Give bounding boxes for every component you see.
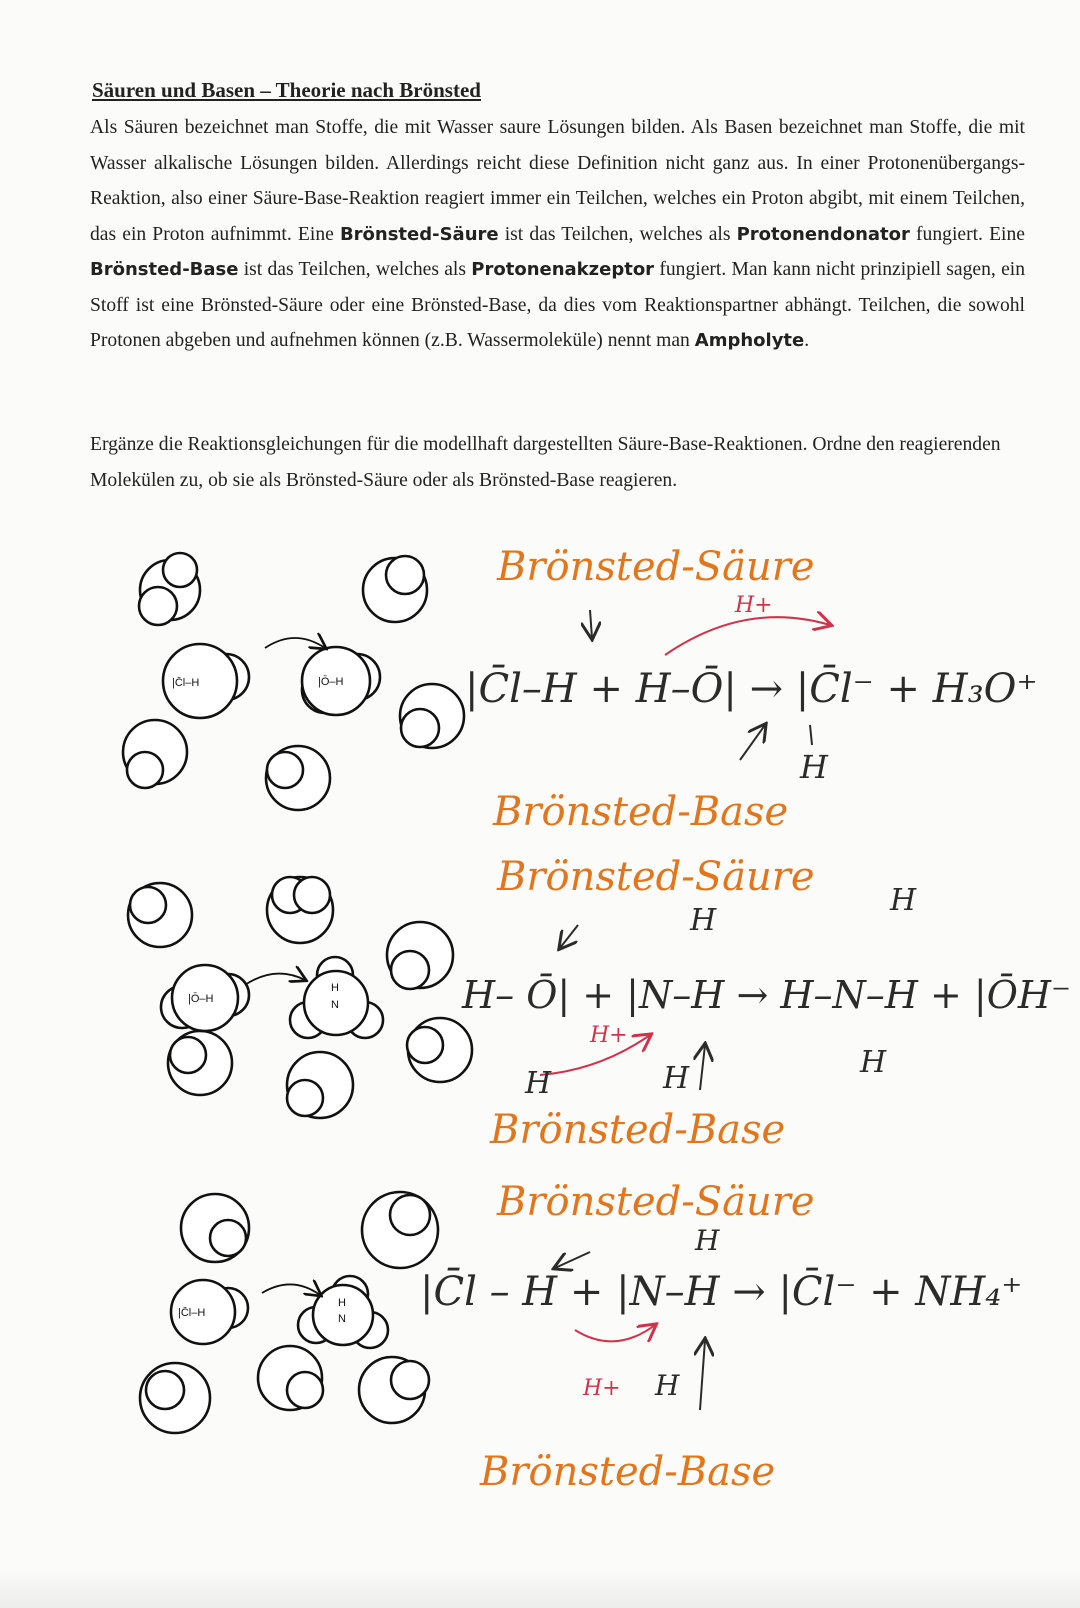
reaction2-equation: H– Ō| + |N–H → H–N–H + |ŌH⁻: [462, 973, 1072, 1017]
reaction1: [465, 544, 1038, 835]
reaction3-proton-label: H+: [583, 1376, 621, 1401]
scene1-transfer-arrow: [265, 638, 325, 648]
reaction1-equation: |C̄l–H + H–Ō| → |C̄l⁻ + H₃O⁺: [465, 666, 1038, 712]
scene1-water-model: [302, 647, 380, 715]
reaction3-bottom-h: H: [655, 1369, 680, 1402]
reaction2-bottom-h-3: H: [860, 1045, 887, 1080]
scene2-water-model: [161, 965, 249, 1031]
term-ampholyte: Ampholyte: [694, 330, 805, 351]
reaction3-base-pointer: [700, 1340, 705, 1410]
water-model-label: |Ō–H: [188, 993, 214, 1005]
reaction3-acid-label: Brönsted-Säure: [497, 1179, 815, 1225]
task-instruction: Ergänze die Reaktionsgleichungen für die modellhaft dargestellten Säure-Base-Reaktionen. Ordne den reagierenden Molekülen zu, ob sie als Brönsted-Säure oder als Brönsted-Base reagieren.: [90, 434, 1001, 491]
reaction1-hydrogen: H: [800, 748, 828, 786]
scene1-hcl-model: [163, 644, 249, 718]
text-segment: fungiert. Man kann nicht prinzipiell sagen, ein Stoff ist eine Brönsted-Säure oder eine Brönsted-Base, da dies vom Reaktionspartner abhängt. Teilchen, die sowohl Protonen abgeben und aufnehmen können (z.B. Wassermoleküle) nennt man: [90, 259, 1026, 351]
text-segment: ist das Teilchen, welches als: [498, 223, 737, 245]
term-proton-acceptor: Protonenakzeptor: [471, 259, 655, 280]
reaction1-proton-arrow: [665, 617, 830, 655]
water-molecule: [267, 877, 333, 943]
page-title: Säuren und Basen – Theorie nach Brönsted: [92, 78, 481, 102]
water-molecule: [140, 1363, 210, 1433]
reaction2-top-h-2: H: [890, 883, 917, 918]
water-molecule: [139, 553, 200, 625]
water-molecule: [266, 746, 330, 810]
reaction2-base-pointer: [700, 1045, 705, 1090]
water-molecule: [123, 720, 187, 788]
reaction2-acid-pointer: [560, 925, 578, 948]
water-molecule: [258, 1346, 323, 1410]
water-molecule: [181, 1194, 249, 1262]
reaction3-base-label: Brönsted-Base: [480, 1449, 776, 1495]
scene2-ammonia-model: [290, 957, 383, 1038]
reaction2: [461, 854, 1071, 1153]
reaction1-base-pointer: [740, 725, 765, 760]
water-molecule: [400, 684, 464, 748]
reaction1-bond: [810, 725, 812, 745]
reaction2-acid-label: Brönsted-Säure: [497, 854, 815, 900]
reaction1-base-label: Brönsted-Base: [493, 789, 789, 835]
water-molecule: [128, 883, 192, 947]
reaction2-proton-label: H+: [590, 1023, 628, 1048]
reaction3: [420, 1179, 1022, 1495]
water-model-label: |Ō–H: [318, 676, 344, 688]
water-molecule: [407, 1018, 472, 1082]
water-molecule: [168, 1031, 232, 1095]
page-edge-shadow: [0, 1568, 1080, 1608]
scene3-transfer-arrow: [262, 1284, 320, 1295]
text-segment: .: [804, 330, 810, 351]
reaction2-bottom-h-2: H: [663, 1061, 690, 1096]
water-molecule: [362, 1192, 438, 1268]
text-segment: Als Säuren bezeichnet man Stoffe, die mit Wasser saure Lösungen bilden. Als Basen bezeichnet man Stoffe, die mit Wasser alkalische Lösungen bilden. Allerdings reicht diese Definition nicht ganz aus. In einer Protonenübergangs-Reaktion, also einer Säure-Base-Reaktion reagiert immer ein Teilchen, welches ein Proton abgibt, mit einem Teilchen, das ein Proton aufnimmt. Eine: [90, 117, 1025, 245]
scene2-transfer-arrow: [245, 974, 305, 985]
water-molecule: [363, 556, 427, 622]
water-molecule: [387, 922, 453, 989]
reaction1-acid-label: Brönsted-Säure: [497, 544, 815, 590]
h-label: H: [338, 1297, 346, 1309]
scene3-ammonia-model: [298, 1276, 388, 1348]
n-label: N: [338, 1313, 346, 1325]
reaction3-top-h: H: [695, 1224, 720, 1257]
reaction2-top-h-1: H: [690, 903, 717, 938]
reaction3-proton-arrow: [575, 1325, 655, 1341]
reaction3-acid-pointer: [555, 1252, 590, 1268]
h-label: H: [331, 982, 339, 994]
reaction1-proton-label: H+: [735, 593, 773, 618]
water-molecule: [359, 1357, 429, 1423]
reaction3-equation: |C̄l – H + |N–H → |C̄l⁻ + NH₄⁺: [420, 1269, 1023, 1315]
reaction2-base-label: Brönsted-Base: [490, 1107, 786, 1153]
water-molecule: [287, 1052, 353, 1118]
scene3-hcl-model: [171, 1280, 248, 1344]
term-broensted-base: Brönsted-Base: [90, 259, 239, 280]
text-segment: ist das Teilchen, welches als: [238, 259, 472, 280]
reaction1-acid-pointer: [590, 610, 592, 638]
hcl-model-label: |C̄l–H: [178, 1307, 206, 1319]
hcl-model-label: |C̄l–H: [172, 677, 200, 689]
n-label: N: [331, 999, 339, 1011]
text-segment: fungiert. Eine: [909, 223, 1025, 245]
term-proton-donor: Protonendonator: [736, 223, 910, 245]
reaction2-bottom-h-1: H: [525, 1066, 552, 1101]
term-broensted-acid: Brönsted-Säure: [339, 223, 499, 245]
